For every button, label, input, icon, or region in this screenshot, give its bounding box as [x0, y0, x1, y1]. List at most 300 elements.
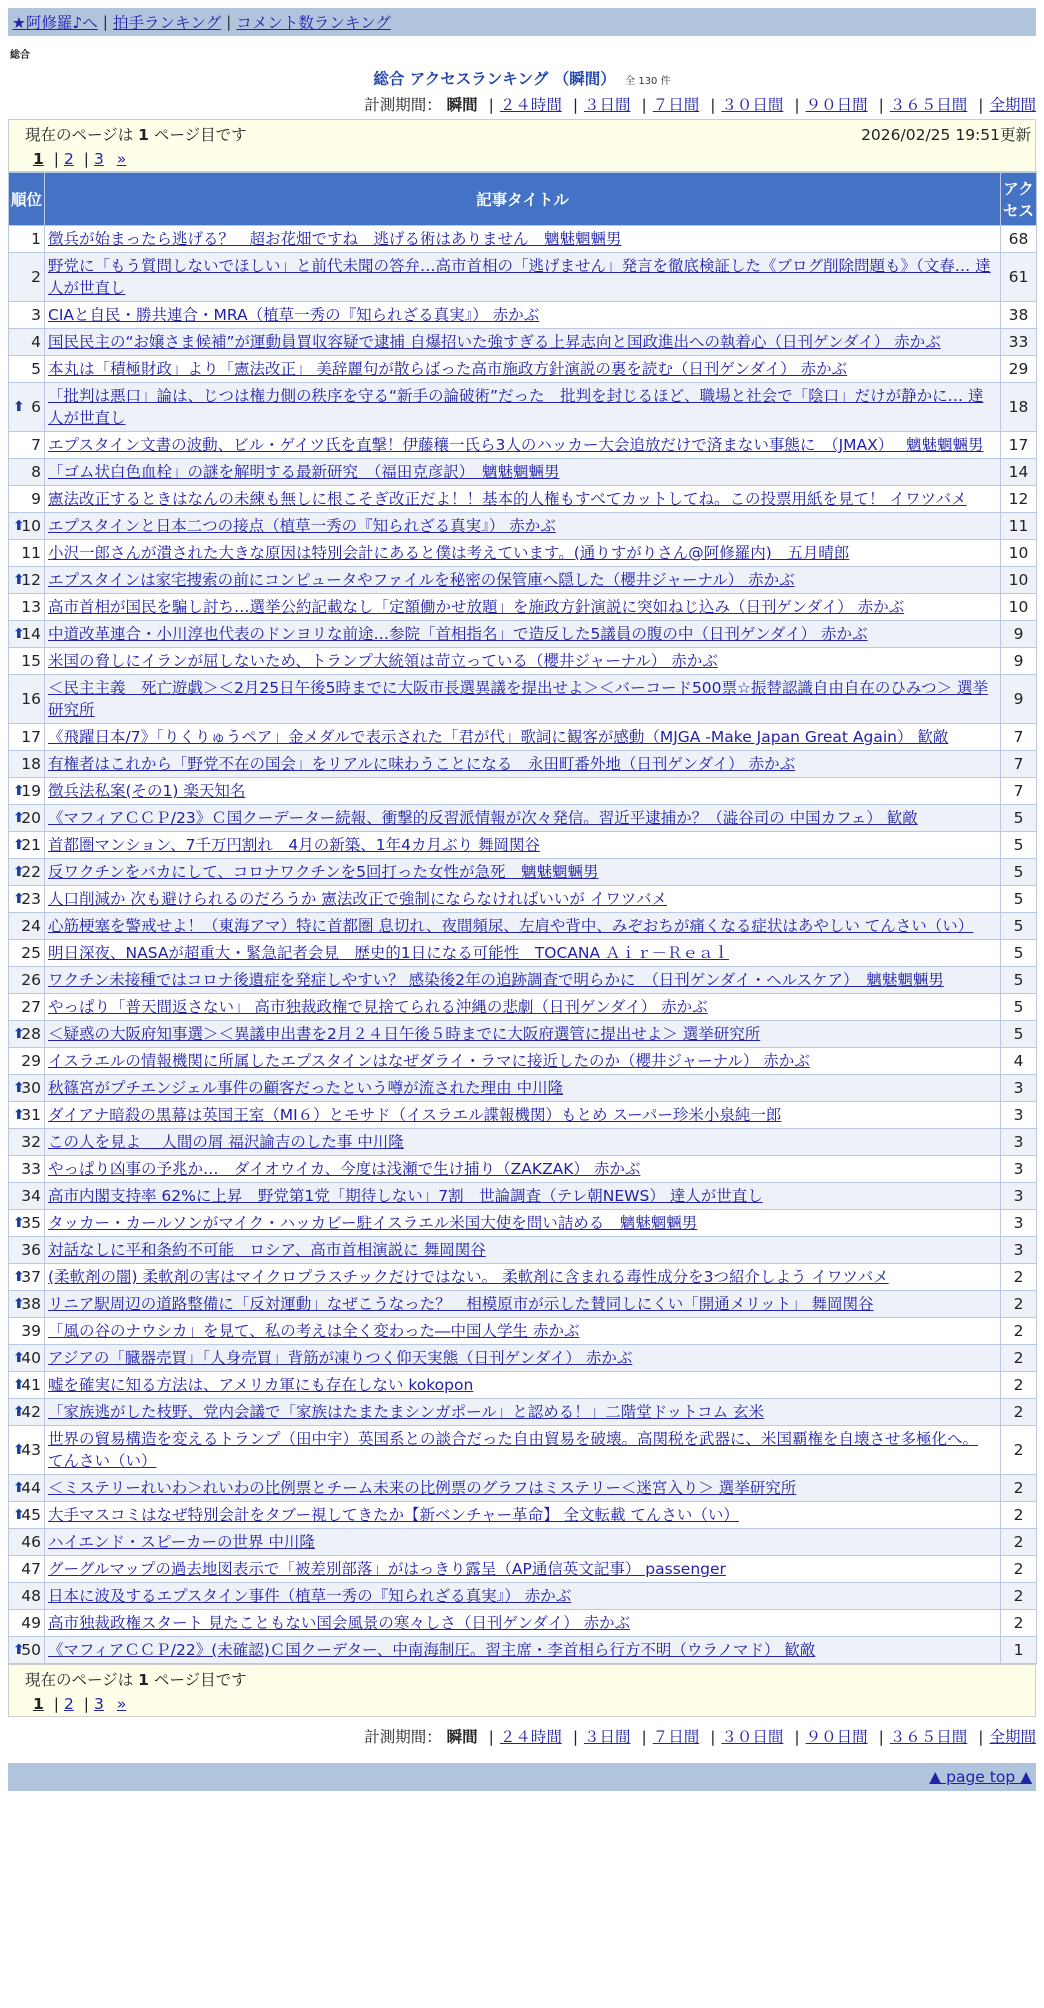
- pager-current: 1: [33, 1695, 44, 1713]
- access-count: 5: [1001, 832, 1037, 859]
- rank-number: 8: [31, 463, 41, 481]
- table-row: [9, 994, 1037, 1021]
- access-count: 3: [1001, 1102, 1037, 1129]
- rank-cell: [9, 1556, 45, 1583]
- article-link[interactable]: 秋篠宮がプチエンジェル事件の顧客だったという噂が流された理由 中川隆: [48, 1079, 564, 1097]
- title-cell: [45, 432, 1001, 459]
- title-cell: [45, 459, 1001, 486]
- up-arrow-icon: ⬆: [13, 1215, 25, 1231]
- table-row: [9, 329, 1037, 356]
- access-count: 3: [1001, 1210, 1037, 1237]
- title-cell: [45, 1156, 1001, 1183]
- table-row: [9, 383, 1037, 432]
- rank-number: 39: [21, 1322, 41, 1340]
- access-count: 5: [1001, 859, 1037, 886]
- title-cell: [45, 1345, 1001, 1372]
- access-count: 7: [1001, 751, 1037, 778]
- up-arrow-icon: ⬆: [13, 1296, 25, 1312]
- rank-number: 45: [21, 1506, 41, 1524]
- rank-cell: [9, 1502, 45, 1529]
- article-link[interactable]: 「批判は悪口」論は、じつは権力側の秩序を守る“新手の論破術”だった 批判を封じるほど、職場と社会で「陰口」だけが静かに… 達人が世直し: [48, 387, 984, 427]
- rank-number: 5: [31, 360, 41, 378]
- rank-cell: [9, 486, 45, 513]
- table-row: [9, 540, 1037, 567]
- access-count: 5: [1001, 940, 1037, 967]
- title-cell: [45, 226, 1001, 253]
- article-link[interactable]: 《マフィアＣＣＰ/23》Ｃ国クーデーター続報、衝撃的反習派情報が次々発信。習近平逮捕か？（澁谷司の 中国カフェ） 歓敵: [48, 809, 918, 827]
- ranking-table: [8, 172, 1037, 1664]
- rank-cell: [9, 1291, 45, 1318]
- rank-number: 34: [21, 1187, 41, 1205]
- article-link[interactable]: CIAと自民・勝共連合・MRA（植草一秀の『知られざる真実』） 赤かぶ: [48, 306, 540, 324]
- article-link[interactable]: 「風の谷のナウシカ」を見て、私の考えは全く変わった―中国人学生 赤かぶ: [48, 1322, 580, 1340]
- title-cell: [45, 1237, 1001, 1264]
- header-access: アクセス: [1001, 173, 1037, 226]
- access-count: 33: [1001, 329, 1037, 356]
- title-cell: [45, 751, 1001, 778]
- access-count: 2: [1001, 1475, 1037, 1502]
- top-nav-bar: [8, 8, 1036, 36]
- article-link[interactable]: 《飛躍日本/7》「りくりゅうペア」金メダルで表示された「君が代」歌詞に観客が感動（MJGA -Make Japan Great Again） 歓敵: [48, 728, 949, 746]
- rank-cell: [9, 994, 45, 1021]
- rank-number: 13: [21, 598, 41, 616]
- title-cell: [45, 540, 1001, 567]
- article-link[interactable]: 本丸は「積極財政」より「憲法改正」 美辞麗句が散らばった高市施政方針演説の裏を読む（日刊ゲンダイ） 赤かぶ: [48, 360, 848, 378]
- up-arrow-icon: ⬆: [13, 1480, 25, 1496]
- rank-cell: [9, 1183, 45, 1210]
- access-count: 18: [1001, 383, 1037, 432]
- table-row: [9, 594, 1037, 621]
- rank-number: 11: [21, 544, 41, 562]
- rank-cell: [9, 940, 45, 967]
- rank-cell: [9, 1237, 45, 1264]
- rank-number: 17: [21, 728, 41, 746]
- page-title-text: 総合 アクセスランキング （瞬間）: [373, 70, 616, 88]
- nav-link-asyura[interactable]: ★阿修羅♪へ: [12, 14, 98, 32]
- rank-number: 2: [31, 268, 41, 286]
- access-count: 2: [1001, 1345, 1037, 1372]
- rank-number: 25: [21, 944, 41, 962]
- period-link-90d[interactable]: ９０日間: [805, 1728, 868, 1746]
- table-row: [9, 832, 1037, 859]
- nav-link-clap-ranking[interactable]: 拍手ランキング: [113, 14, 222, 32]
- table-row: [9, 859, 1037, 886]
- up-arrow-icon: ⬆: [13, 1350, 25, 1366]
- period-link-3d[interactable]: ３日間: [584, 96, 631, 114]
- access-count: 2: [1001, 1502, 1037, 1529]
- title-cell: [45, 1129, 1001, 1156]
- rank-cell: [9, 778, 45, 805]
- article-link[interactable]: 対話なしに平和条約不可能 ロシア、高市首相演説に 舞岡関谷: [48, 1241, 486, 1259]
- article-link[interactable]: 人口削減か 次も避けられるのだろうか 憲法改正で強制にならなければいいが イワツバメ: [48, 890, 667, 908]
- rank-cell: [9, 1399, 45, 1426]
- title-cell: [45, 805, 1001, 832]
- title-cell: [45, 913, 1001, 940]
- article-link[interactable]: イスラエルの情報機関に所属したエプスタインはなぜダライ・ラマに接近したのか（櫻井ジャーナル） 赤かぶ: [48, 1052, 810, 1070]
- rank-cell: [9, 1318, 45, 1345]
- period-link-7d[interactable]: ７日間: [652, 96, 700, 114]
- table-row: [9, 675, 1037, 724]
- title-cell: [45, 486, 1001, 513]
- table-row: [9, 886, 1037, 913]
- article-link[interactable]: リニア駅周辺の道路整備に「反対運動」なぜこうなった？ 相模原市が示した賛同しにくい「開通メリット」 舞岡関谷: [48, 1295, 874, 1313]
- article-link[interactable]: 大手マスコミはなぜ特別会計をタブー視してきたか【新ベンチャー革命】 全文転載 てんさい（い）: [48, 1506, 739, 1524]
- up-arrow-icon: ⬆: [13, 1442, 25, 1458]
- up-arrow-icon: ⬆: [13, 572, 25, 588]
- article-link[interactable]: この人を見よ ＿人間の屑 福沢諭吉のした事 中川隆: [48, 1133, 404, 1151]
- period-link-30d[interactable]: ３０日間: [721, 1728, 784, 1746]
- rank-number: 6: [31, 398, 41, 416]
- article-link[interactable]: 《マフィアＣＣＰ/22》(未確認)Ｃ国クーデター、中南海制圧。習主席・李首相ら行方不明（ウラノマド） 歓敵: [48, 1641, 816, 1659]
- rank-cell: [9, 356, 45, 383]
- table-row: [9, 1583, 1037, 1610]
- page-info-top: [8, 119, 1036, 172]
- access-count: 2: [1001, 1399, 1037, 1426]
- article-link[interactable]: ＜民主主義 死亡遊戯＞＜2月25日午後5時までに大阪市長選異議を提出せよ＞＜バーコード500票☆振替認識自由自在のひみつ＞ 選挙研究所: [48, 679, 989, 719]
- table-row: [9, 1021, 1037, 1048]
- period-link-90d[interactable]: ９０日間: [805, 96, 868, 114]
- access-count: 9: [1001, 621, 1037, 648]
- table-row: [9, 1237, 1037, 1264]
- title-cell: [45, 1372, 1001, 1399]
- up-arrow-icon: ⬆: [13, 1107, 25, 1123]
- current-page-text: 現在のページは 1 ページ目です: [25, 126, 247, 144]
- up-arrow-icon: ⬆: [13, 783, 25, 799]
- rank-number: 50: [21, 1641, 41, 1659]
- period-link-365d[interactable]: ３６５日間: [889, 96, 968, 114]
- title-cell: [45, 356, 1001, 383]
- period-link-24h[interactable]: ２４時間: [499, 96, 562, 114]
- total-count: 全 130 件: [625, 76, 671, 87]
- pager-next[interactable]: »: [116, 150, 127, 168]
- access-count: 2: [1001, 1372, 1037, 1399]
- rank-cell: [9, 1426, 45, 1475]
- up-arrow-icon: ⬆: [13, 1269, 25, 1285]
- rank-cell: [9, 805, 45, 832]
- access-count: 5: [1001, 1021, 1037, 1048]
- access-count: 7: [1001, 724, 1037, 751]
- title-cell: [45, 1102, 1001, 1129]
- access-count: 2: [1001, 1264, 1037, 1291]
- table-row: [9, 940, 1037, 967]
- up-arrow-icon: ⬆: [13, 891, 25, 907]
- rank-cell: [9, 751, 45, 778]
- table-row: [9, 567, 1037, 594]
- period-current: 瞬間: [446, 1728, 478, 1746]
- table-row: [9, 1637, 1037, 1664]
- access-count: 10: [1001, 594, 1037, 621]
- title-cell: [45, 1210, 1001, 1237]
- rank-number: 9: [31, 490, 41, 508]
- up-arrow-icon: ⬆: [13, 1026, 25, 1042]
- pager-link-3[interactable]: 3: [94, 1695, 104, 1713]
- page-title: [0, 67, 1044, 89]
- title-cell: [45, 1556, 1001, 1583]
- article-link[interactable]: 「家族逃がした枝野、党内会議で「家族はたまたまシンガポール」と認める！」二階堂ドットコム 玄米: [48, 1403, 764, 1421]
- rank-cell: [9, 329, 45, 356]
- article-link[interactable]: グーグルマップの過去地図表示で「被差別部落」がはっきり露呈（AP通信英文記事） passenger: [48, 1560, 726, 1578]
- rank-cell: [9, 1021, 45, 1048]
- article-link[interactable]: タッカー・カールソンがマイク・ハッカビー駐イスラエル米国大使を問い詰める 魑魅魍魎男: [48, 1214, 698, 1232]
- access-count: 2: [1001, 1610, 1037, 1637]
- rank-cell: [9, 302, 45, 329]
- access-count: 3: [1001, 1129, 1037, 1156]
- access-count: 2: [1001, 1291, 1037, 1318]
- rank-number: 14: [21, 625, 41, 643]
- table-row: [9, 459, 1037, 486]
- article-link[interactable]: 高市内閣支持率 62%に上昇 野党第1党「期待しない」7割 世論調査（テレ朝NEWS） 達人が世直し: [48, 1187, 763, 1205]
- title-cell: [45, 621, 1001, 648]
- rank-cell: [9, 432, 45, 459]
- rank-cell: [9, 513, 45, 540]
- period-link-all[interactable]: 全期間: [989, 96, 1036, 114]
- access-count: 2: [1001, 1556, 1037, 1583]
- rank-number: 42: [21, 1403, 41, 1421]
- table-row: [9, 648, 1037, 675]
- rank-cell: [9, 967, 45, 994]
- access-count: 29: [1001, 356, 1037, 383]
- article-link[interactable]: エプスタインは家宅捜索の前にコンピュータやファイルを秘密の保管庫へ隠した（櫻井ジャーナル） 赤かぶ: [48, 571, 795, 589]
- article-link[interactable]: ワクチン未接種ではコロナ後遺症を発症しやすい？ 感染後2年の追跡調査で明らかに （日刊ゲンダイ・ヘルスケア） 魑魅魍魎男: [48, 971, 944, 989]
- rank-cell: [9, 648, 45, 675]
- updated-timestamp: 2026/02/25 19:51更新: [861, 126, 1031, 144]
- rank-number: 43: [21, 1441, 41, 1459]
- period-label: 計測期間：: [364, 1728, 442, 1746]
- table-row: [9, 805, 1037, 832]
- title-cell: [45, 724, 1001, 751]
- table-row: [9, 1291, 1037, 1318]
- access-count: 5: [1001, 913, 1037, 940]
- period-link-24h[interactable]: ２４時間: [499, 1728, 562, 1746]
- rank-cell: [9, 1210, 45, 1237]
- article-link[interactable]: 「ゴム状白色血栓」の謎を解明する最新研究 （福田克彦訳） 魑魅魍魎男: [48, 463, 560, 481]
- title-cell: [45, 1264, 1001, 1291]
- title-cell: [45, 1502, 1001, 1529]
- rank-cell: [9, 1264, 45, 1291]
- access-count: 4: [1001, 1048, 1037, 1075]
- table-row: [9, 967, 1037, 994]
- article-link[interactable]: 野党に「もう質問しないでほしい」と前代未聞の答弁…高市首相の「逃げません」発言を徹底検証した《ブログ削除問題も》（文春… 達人が世直し: [48, 257, 991, 297]
- rank-cell: [9, 832, 45, 859]
- rank-cell: [9, 913, 45, 940]
- article-link[interactable]: ＜ミステリーれいわ＞れいわの比例票とチーム未来の比例票のグラフはミステリー＜迷宮入り＞ 選挙研究所: [48, 1479, 797, 1497]
- rank-number: 26: [21, 971, 41, 989]
- article-link[interactable]: ダイアナ暗殺の黒幕は英国王室（MI６）とモサド（イスラエル諜報機関）もとめ スーパー珍米小泉純一郎: [48, 1106, 782, 1124]
- rank-cell: [9, 253, 45, 302]
- article-link[interactable]: 心筋梗塞を警戒せよ！（東海アマ）特に首都圏 息切れ、夜間頻尿、左肩や背中、みぞおちが痛くなる症状はあやしい てんさい（い）: [48, 917, 974, 935]
- rank-number: 33: [21, 1160, 41, 1178]
- access-count: 5: [1001, 886, 1037, 913]
- rank-number: 12: [21, 571, 41, 589]
- title-cell: [45, 778, 1001, 805]
- table-row: [9, 621, 1037, 648]
- period-label: 計測期間：: [364, 96, 442, 114]
- article-link[interactable]: 首都圏マンション、7千万円割れ 4月の新築、1年4カ月ぶり 舞岡関谷: [48, 836, 540, 854]
- table-row: [9, 1264, 1037, 1291]
- rank-cell: [9, 459, 45, 486]
- rank-number: 16: [21, 690, 41, 708]
- up-arrow-icon: ⬆: [13, 1507, 25, 1523]
- access-count: 14: [1001, 459, 1037, 486]
- title-cell: [45, 329, 1001, 356]
- table-row: [9, 1129, 1037, 1156]
- article-link[interactable]: アジアの「臓器売買」「人身売買」背筋が凍りつく仰天実態（日刊ゲンダイ） 赤かぶ: [48, 1349, 633, 1367]
- article-link[interactable]: やっぱり凶事の予兆か… ダイオウイカ、今度は浅瀬で生け捕り（ZAKZAK） 赤かぶ: [48, 1160, 641, 1178]
- rank-number: 21: [21, 836, 41, 854]
- page-top-bar: [8, 1763, 1036, 1791]
- rank-cell: [9, 383, 45, 432]
- access-count: 5: [1001, 967, 1037, 994]
- article-link[interactable]: 憲法改正するときはなんの未練も無しに根こそぎ改正だよ！！基本的人権もすべてカットしてね。この投票用紙を見て！ イワツバメ: [48, 490, 967, 508]
- access-count: 11: [1001, 513, 1037, 540]
- rank-cell: [9, 1129, 45, 1156]
- article-link[interactable]: やっぱり「普天間返さない」 高市独裁政権で見捨てられる沖縄の悲劇（日刊ゲンダイ） 赤かぶ: [48, 998, 708, 1016]
- rank-cell: [9, 621, 45, 648]
- rank-number: 22: [21, 863, 41, 881]
- rank-number: 30: [21, 1079, 41, 1097]
- rank-number: 48: [21, 1587, 41, 1605]
- article-link[interactable]: (柔軟剤の闇) 柔軟剤の害はマイクロプラスチックだけではない。 柔軟剤に含まれる毒性成分を3つ紹介しよう イワツバメ: [48, 1268, 889, 1286]
- rank-cell: [9, 1156, 45, 1183]
- rank-number: 7: [31, 436, 41, 454]
- title-cell: [45, 1318, 1001, 1345]
- rank-cell: [9, 886, 45, 913]
- pager-link-2[interactable]: 2: [63, 1695, 74, 1713]
- access-count: 2: [1001, 1426, 1037, 1475]
- access-count: 3: [1001, 1156, 1037, 1183]
- table-row: [9, 253, 1037, 302]
- rank-number: 3: [31, 306, 41, 324]
- access-count: 3: [1001, 1237, 1037, 1264]
- article-link[interactable]: 反ワクチンをバカにして、コロナワクチンを5回打った女性が急死 魑魅魍魎男: [48, 863, 599, 881]
- access-count: 68: [1001, 226, 1037, 253]
- access-count: 7: [1001, 778, 1037, 805]
- title-cell: [45, 1291, 1001, 1318]
- table-row: [9, 1075, 1037, 1102]
- table-row: [9, 1048, 1037, 1075]
- title-cell: [45, 832, 1001, 859]
- nav-separator: |: [226, 13, 232, 31]
- pager-link-2[interactable]: 2: [63, 150, 74, 168]
- breadcrumb: 総合: [10, 50, 30, 61]
- title-cell: [45, 859, 1001, 886]
- rank-number: 20: [21, 809, 41, 827]
- table-row: [9, 1183, 1037, 1210]
- table-row: [9, 1102, 1037, 1129]
- title-cell: [45, 1475, 1001, 1502]
- table-row: [9, 302, 1037, 329]
- rank-cell: [9, 540, 45, 567]
- title-cell: [45, 1637, 1001, 1664]
- article-link[interactable]: 徴兵が始まったら逃げる？ 超お花畑ですね 逃げる術はありません 魑魅魍魎男: [48, 230, 622, 248]
- period-link-all[interactable]: 全期間: [989, 1728, 1036, 1746]
- rank-number: 23: [21, 890, 41, 908]
- title-cell: [45, 675, 1001, 724]
- table-row: [9, 778, 1037, 805]
- table-row: [9, 513, 1037, 540]
- rank-number: 19: [21, 782, 41, 800]
- table-row: [9, 1610, 1037, 1637]
- article-link[interactable]: 嘘を確実に知る方法は、アメリカ軍にも存在しない kokopon: [48, 1376, 474, 1394]
- period-link-7d[interactable]: ７日間: [652, 1728, 700, 1746]
- rank-number: 47: [21, 1560, 41, 1578]
- title-cell: [45, 1426, 1001, 1475]
- access-count: 2: [1001, 1318, 1037, 1345]
- table-row: [9, 1372, 1037, 1399]
- up-arrow-icon: ⬆: [13, 399, 25, 415]
- up-arrow-icon: ⬆: [13, 864, 25, 880]
- rank-number: 35: [21, 1214, 41, 1232]
- rank-cell: [9, 1372, 45, 1399]
- rank-cell: [9, 1102, 45, 1129]
- rank-cell: [9, 675, 45, 724]
- article-link[interactable]: 高市首相が国民を騙し討ち…選挙公約記載なし「定額働かせ放題」を施政方針演説に突如ねじ込み（日刊ゲンダイ） 赤かぶ: [48, 598, 905, 616]
- access-count: 2: [1001, 1529, 1037, 1556]
- title-cell: [45, 648, 1001, 675]
- up-arrow-icon: ⬆: [13, 1404, 25, 1420]
- access-count: 5: [1001, 805, 1037, 832]
- article-link[interactable]: エプスタイン文書の波動、ビル・ゲイツ氏を直撃！伊藤穰一氏ら3人のハッカー大会追放だけで済まない事態に （JMAX） 魑魅魍魎男: [48, 436, 984, 454]
- article-link[interactable]: 日本に波及するエプスタイン事件（植草一秀の『知られざる真実』） 赤かぶ: [48, 1587, 572, 1605]
- article-link[interactable]: 高市独裁政権スタート 見たこともない国会風景の寒々しさ（日刊ゲンダイ） 赤かぶ: [48, 1614, 631, 1632]
- table-row: [9, 226, 1037, 253]
- pager-link-3[interactable]: 3: [94, 150, 104, 168]
- title-cell: [45, 594, 1001, 621]
- rank-cell: [9, 567, 45, 594]
- pager-next[interactable]: »: [116, 1695, 127, 1713]
- article-link[interactable]: エプスタインと日本二つの接点（植草一秀の『知られざる真実』） 赤かぶ: [48, 517, 556, 535]
- table-header-row: [9, 173, 1037, 226]
- title-cell: [45, 967, 1001, 994]
- access-count: 12: [1001, 486, 1037, 513]
- rank-cell: [9, 226, 45, 253]
- title-cell: [45, 302, 1001, 329]
- article-link[interactable]: ＜疑惑の大阪府知事選＞＜異議申出書を2月２４日午後５時までに大阪府選管に提出せよ＞ 選挙研究所: [48, 1025, 761, 1043]
- pager-bottom: 1 | 2 | 3 »: [33, 1695, 127, 1713]
- current-page-text: 現在のページは 1 ページ目です: [25, 1671, 247, 1689]
- access-count: 61: [1001, 253, 1037, 302]
- period-link-365d[interactable]: ３６５日間: [889, 1728, 968, 1746]
- access-count: 3: [1001, 1183, 1037, 1210]
- article-link[interactable]: 米国の脅しにイランが屈しないため、トランプ大統領は苛立っている（櫻井ジャーナル） 赤かぶ: [48, 652, 718, 670]
- nav-link-comment-ranking[interactable]: コメント数ランキング: [236, 14, 391, 32]
- article-link[interactable]: 徴兵法私案(その1) 楽天知名: [48, 782, 246, 800]
- table-row: [9, 1502, 1037, 1529]
- rank-number: 15: [21, 652, 41, 670]
- table-row: [9, 751, 1037, 778]
- article-link[interactable]: 世界の貿易構造を変えるトランプ（田中宇）英国系との談合だった自由貿易を破壊。高関税を武器に、米国覇権を自壊させ多極化へ。 てんさい（い）: [48, 1430, 979, 1470]
- title-cell: [45, 1583, 1001, 1610]
- rank-number: 18: [21, 755, 41, 773]
- page-top-link[interactable]: ▲ page top ▲: [929, 1768, 1032, 1786]
- access-count: 5: [1001, 994, 1037, 1021]
- title-cell: [45, 383, 1001, 432]
- period-link-30d[interactable]: ３０日間: [721, 96, 784, 114]
- rank-number: 46: [21, 1533, 41, 1551]
- rank-number: 44: [21, 1479, 41, 1497]
- up-arrow-icon: ⬆: [13, 626, 25, 642]
- period-link-3d[interactable]: ３日間: [584, 1728, 631, 1746]
- article-link[interactable]: 中道改革連合・小川淳也代表のドンヨリな前途…参院「首相指名」で造反した5議員の腹の中（日刊ゲンダイ） 赤かぶ: [48, 625, 868, 643]
- rank-number: 36: [21, 1241, 41, 1259]
- article-link[interactable]: 小沢一郎さんが潰された大きな原因は特別会計にあると僕は考えています。(通りすがりさん@阿修羅内) 五月晴郎: [48, 544, 850, 562]
- article-link[interactable]: 国民民主の“お嬢さま候補”が運動員買収容疑で逮捕 自爆招いた強すぎる上昇志向と国政進出への執着心（日刊ゲンダイ） 赤かぶ: [48, 333, 941, 351]
- title-cell: [45, 1048, 1001, 1075]
- article-link[interactable]: 有権者はこれから「野党不在の国会」をリアルに味わうことになる 永田町番外地（日刊ゲンダイ） 赤かぶ: [48, 755, 796, 773]
- article-link[interactable]: 明日深夜、NASAが超重大・緊急記者会見 歴史的1日になる可能性 TOCANA Ａｉｒ－Ｒｅａｌ: [48, 944, 730, 962]
- article-link[interactable]: ハイエンド・スピーカーの世界 中川隆: [48, 1533, 315, 1551]
- title-cell: [45, 1183, 1001, 1210]
